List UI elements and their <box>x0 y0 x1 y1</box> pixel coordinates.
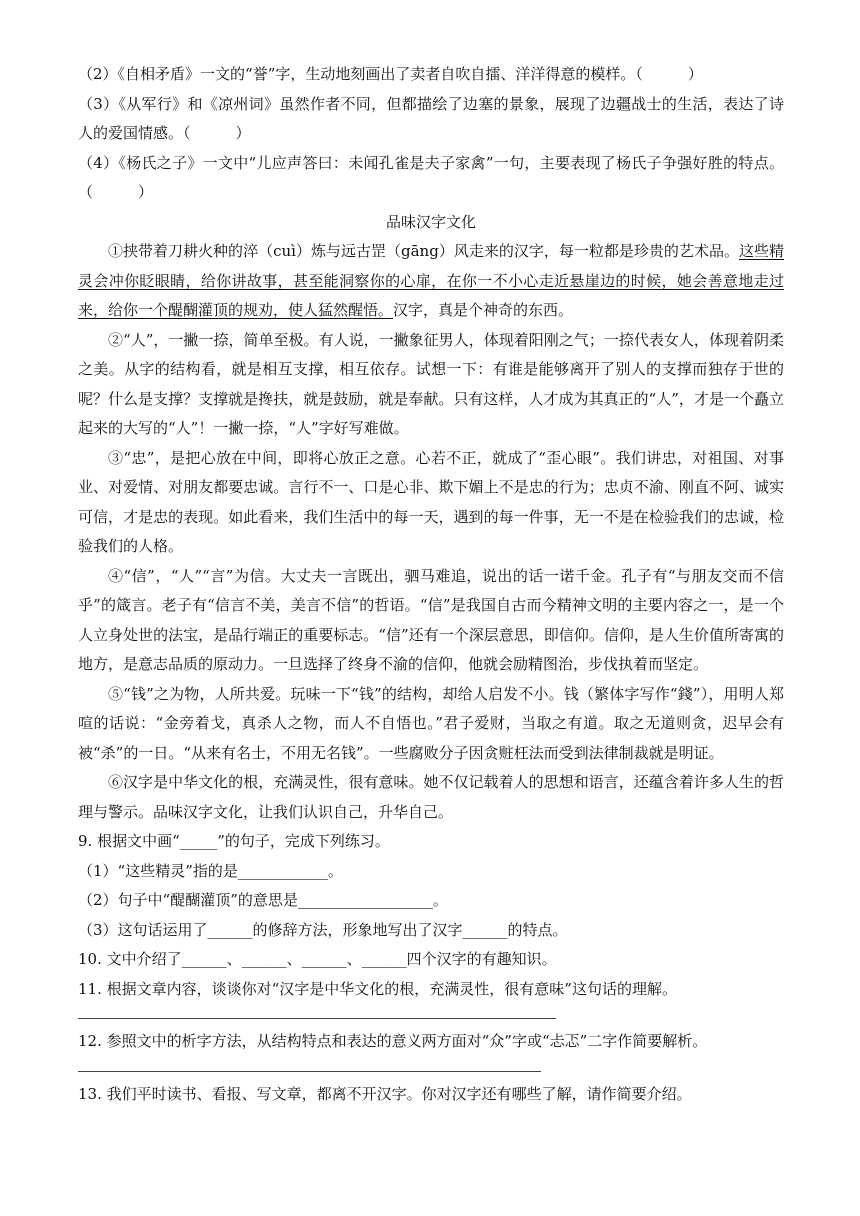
question-12: 12. 参照文中的析字方法，从结构特点和表达的意义两方面对“众”字或“忐忑”二字作简要解析。 <box>78 1032 708 1050</box>
document-page <box>78 60 784 1109</box>
article-title: 品味汉字文化 <box>385 212 476 231</box>
judgement-item-2: （2）《自相矛盾》一文的“誉”字，生动地刻画出了卖者自吹自擂、洋洋得意的模样。（ ） <box>78 65 703 83</box>
question-9-2: （2）句子中“醍醐灌顶”的意思是__________________。 <box>78 891 448 909</box>
answer-line-12 <box>78 1057 541 1072</box>
article-paragraph-5: ⑤“钱”之为物，人所共爱。玩味一下“钱”的结构，却给人启发不小。钱（繁体字写作“錢”），用明人郑喧的话说：“金旁着戈，真杀人之物，而人不自悟也。”君子爱财，当取之有道。取之无道则贪，迟早会有被“杀”的一日。“从来有名士，不用无名钱”。一些腐败分子因贪赃枉法而受到法律制裁就是明证。 <box>78 684 784 762</box>
judgement-item-3: （3）《从军行》和《凉州词》虽然作者不同，但都描绘了边塞的景象，展现了边疆战士的生活，表达了诗人的爱国情感。（ ） <box>78 94 784 142</box>
question-9: 9. 根据文中画“_____”的句子，完成下列练习。 <box>78 832 390 850</box>
judgement-item-4: （4）《杨氏之子》一文中“儿应声答曰：未闻孔雀是夫子家禽”一句，主要表现了杨氏子争强好胜的特点。（ ） <box>78 153 784 201</box>
paragraph-1-lead: ①挟带着刀耕火种的淬（cuì）炼与远古罡（gāng）风走来的汉字，每一粒都是珍贵的艺术品。 <box>108 242 739 260</box>
paragraph-1-tail: 汉字，真是个神奇的东西。 <box>393 301 574 319</box>
article-paragraph-4: ④“信”，“人”“言”为信。大丈夫一言既出，驷马难追，说出的话一诺千金。孔子有“与朋友交而不信乎”的箴言。老子有“信言不美，美言不信”的哲语。“信”是我国自古而今精神文明的主要内容之一，是一个人立身处世的法宝，是品行端正的重要标志。“信”还有一个深层意思，即信仰。信仰，是人生价值所寄寓的地方，是意志品质的原动力。一旦选择了终身不渝的信仰，他就会励精图治，步伐执着而坚定。 <box>78 566 784 673</box>
article-paragraph-3: ③“忠”，是把心放在中间，即将心放正之意。心若不正，就成了“歪心眼”。我们讲忠，对祖国、对事业、对爱情、对朋友都要忠诚。言行不一、口是心非、欺下媚上不是忠的行为；忠贞不渝、刚直不阿、诚实可信，才是忠的表现。如此看来，我们生活中的每一天，遇到的每一件事，无一不是在检验我们的忠诚，检验我们的人格。 <box>78 448 784 555</box>
question-13: 13. 我们平时读书、看报、写文章，都离不开汉字。你对汉字还有哪些了解，请作简要介绍。 <box>78 1084 692 1103</box>
article-paragraph-1 <box>78 237 784 326</box>
question-10: 10. 文中介绍了______、______、______、______四个汉字的有趣知识。 <box>78 950 557 968</box>
article-paragraph-2: ②“人”，一撇一捺，简单至极。有人说，一撇象征男人，体现着阳刚之气；一捺代表女人，体现着阴柔之美。从字的结构看，就是相互支撑，相互依存。试想一下：有谁是能够离开了别人的支撑而独存于世的呢？什么是支撑？支撑就是搀扶，就是鼓励，就是奉献。只有这样，人才成为其真正的“人”，才是一个矗立起来的大写的“人”！一撇一捺，“人”字好写难做。 <box>78 330 784 437</box>
question-9-1: （1）“这些精灵”指的是____________。 <box>78 861 343 880</box>
underlined-sentence: 这些精灵会冲你眨眼睛，给你讲故事，甚至能洞察你的心扉，在你一不小心走近悬崖边的时候，她会善意地走过来，给你一个醍醐灌顶的规劝，使人猛然醒悟。 <box>78 242 784 319</box>
answer-line-11 <box>78 1004 556 1019</box>
article-paragraph-6: ⑥汉字是中华文化的根，充满灵性，很有意味。她不仅记载着人的思想和语言，还蕴含着许多人生的哲理与警示。品味汉字文化，让我们认识自己，升华自己。 <box>78 773 784 821</box>
question-9-3: （3）这句话运用了______的修辞方法，形象地写出了汉字______的特点。 <box>78 920 568 939</box>
question-11: 11. 根据文章内容，谈谈你对“汉字是中华文化的根，充满灵性，很有意味”这句话的理解。 <box>78 979 677 998</box>
